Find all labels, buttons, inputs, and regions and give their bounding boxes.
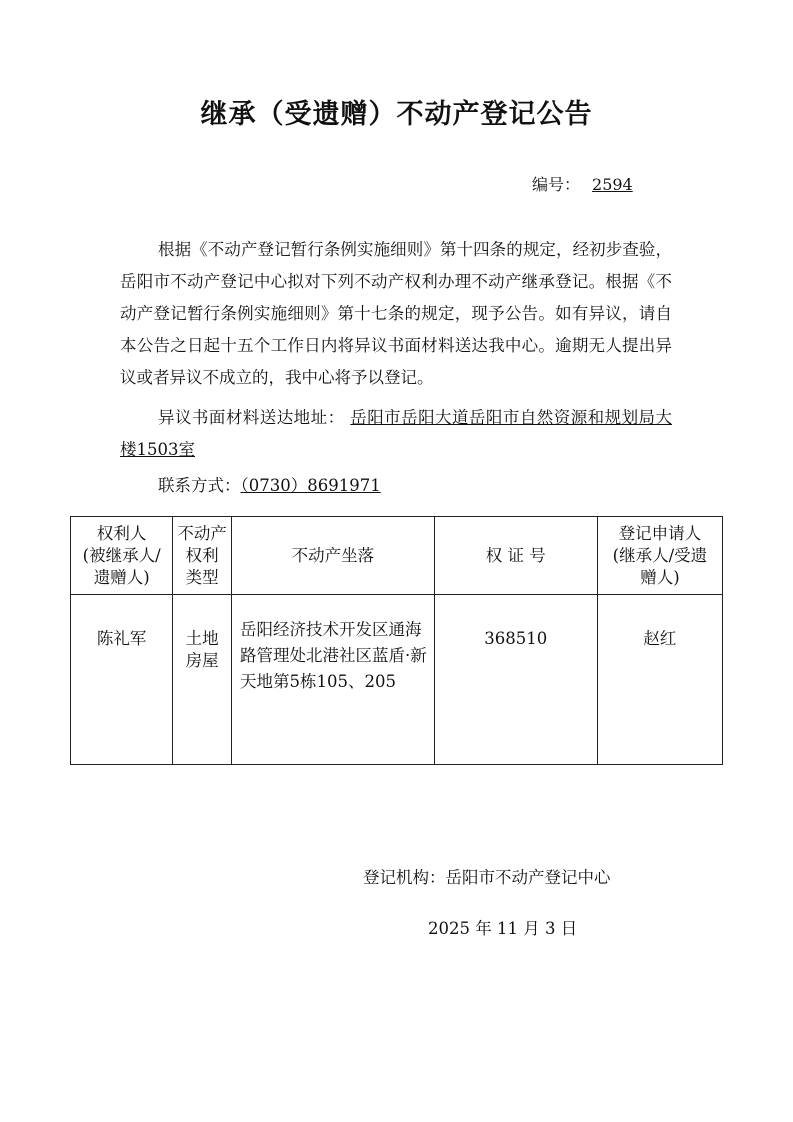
org-value: 岳阳市不动产登记中心: [445, 868, 611, 887]
contact-value: （0730）8691971: [240, 476, 381, 495]
header-owner: 权利人 (被继承人/ 遗赠人): [71, 517, 173, 595]
serial-label: 编号：: [532, 175, 581, 194]
contact-label: 联系方式：: [158, 476, 241, 495]
header-right-type: 不动产 权利 类型: [173, 517, 232, 595]
header-applicant: 登记申请人 (继承人/受遗 赠人): [597, 517, 722, 595]
address-label: 异议书面材料送达地址：: [158, 408, 345, 427]
cell-applicant: 赵红: [597, 595, 722, 765]
registration-table: [70, 516, 723, 765]
cell-right-type: 土地 房屋: [173, 595, 232, 765]
notice-date: 2025 年 11 月 3 日: [428, 919, 578, 938]
registration-authority: [363, 864, 611, 888]
contact-info: [158, 472, 381, 496]
notice-title: 继承（受遗赠）不动产登记公告: [200, 99, 593, 130]
serial-number: [532, 172, 633, 195]
header-cert-number: 权 证 号: [434, 517, 597, 595]
table-row: [71, 595, 723, 765]
table-header-row: [71, 517, 723, 595]
org-label: 登记机构：: [363, 868, 446, 887]
cell-cert-number: 368510: [434, 595, 597, 765]
cell-location: 岳阳经济技术开发区通海路管理处北港社区蓝盾·新天地第5栋105、205: [232, 595, 435, 765]
serial-value: 2594: [592, 175, 633, 194]
objection-address: [120, 402, 672, 466]
address-value: 岳阳市岳阳大道岳阳市自然资源和规划局大楼1503室: [120, 408, 673, 459]
header-location: 不动产坐落: [232, 517, 435, 595]
body-paragraph: 根据《不动产登记暂行条例实施细则》第十四条的规定，经初步查验，岳阳市不动产登记中心拟对下列不动产权利办理不动产继承登记。根据《不动产登记暂行条例实施细则》第十七条的规定，现予公告。如有异议，请自本公告之日起十五个工作日内将异议书面材料送达我中心。逾期无人提出异议或者异议不成立的，我中心将予以登记。: [120, 240, 672, 387]
cell-owner: 陈礼军: [71, 595, 173, 765]
